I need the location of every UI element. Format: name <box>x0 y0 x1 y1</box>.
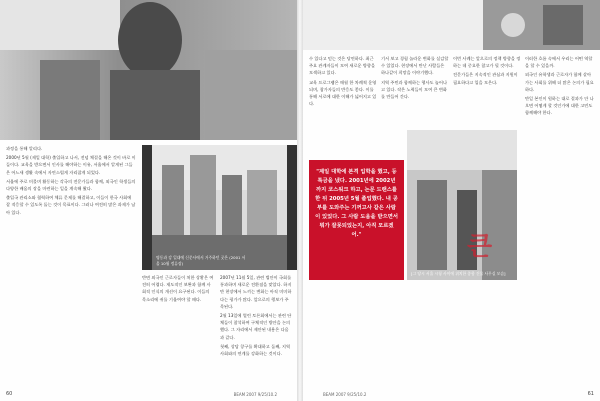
right-top-photo <box>303 0 600 50</box>
left-bottom-col2-para: 2007년 11월 5일, 관련 법안이 국회를 통과하며 새로운 전환점을 맞았다. 하지만 현장에서 느끼는 변화는 아직 미미하다는 평가가 많다. 앞으로의 행보가 주목된다. <box>220 275 292 309</box>
right-col2-para-1: 기서 보고 경험 놀라운 변화를 실감할 수 있었다. 현장에서 만난 사람들은 하나같이 희망을 이야기했다. <box>381 56 449 76</box>
right-col3-para-2: 전문가들은 지속적인 관심과 지원이 필요하다고 입을 모은다. <box>453 72 518 85</box>
right-col4-para-1: 이러한 흐름 속에서 우리는 어떤 역할을 할 수 있을까. <box>525 56 593 69</box>
right-column-3 <box>453 55 521 125</box>
city-photo-caption: 명동과 강 일대에 신문사에서 거주하던 곳은 (2001 서울 10월 정류장) <box>156 255 246 266</box>
street-photo-caption: [그 당시 서울 시청 사이에 위치한 종합 건물 사무실 모습] <box>411 270 506 276</box>
left-column-1 <box>6 145 136 345</box>
left-page <box>0 0 297 401</box>
right-col2-para-2: 지역 주민과 함께하는 행사도 늘어나고 있다. 작은 노력들이 모여 큰 변화를 만들어 간다. <box>381 79 448 100</box>
left-bottom-column-1 <box>142 274 214 384</box>
city-photo <box>142 145 297 270</box>
left-running-footer: BEAM 2007 9/25/10.2 <box>233 392 277 397</box>
right-running-footer: BEAM 2007 9/25/10.2 <box>323 392 367 397</box>
left-page-number: 60 <box>6 391 13 397</box>
right-column-1 <box>309 55 377 155</box>
top-photo <box>0 0 297 140</box>
left-bottom-col1-para: 반면 외국인 근로자들이 처한 상황은 여전히 어렵다. 제도적인 보완과 함께 사회적 인식의 개선이 요구된다. 이들의 목소리에 귀를 기울여야 할 때다. <box>142 275 214 302</box>
svg-text:큰: 큰 <box>467 232 493 262</box>
left-bottom-column-2 <box>220 274 292 384</box>
left-col1-para-4: 출입국 관리소와 협력하여 체류 문제를 해결하고, 이들이 한국 사회에 잘 적응할 수 있도록 돕는 것이 목표이다. 그러나 여전히 많은 과제가 남아 있다. <box>6 195 136 215</box>
left-col2-para-3: 2월 13일에 열린 토론회에서는 관련 단체들이 참석하여 구체적인 방안을 논의했다. 그 자리에서 제안된 내용은 다음과 같다. <box>220 313 292 340</box>
left-col2-para-4: 첫째, 상담 창구를 확대하고 둘째, 지역 사회와의 연계를 강화하는 것이다. <box>220 343 290 357</box>
right-col3-para-1: 이번 사례는 앞으로의 정책 방향을 정하는 데 중요한 참고가 될 것이다. <box>453 56 521 69</box>
right-col1-para-2: 교육 프로그램은 매월 한 차례씩 운영되며, 참가자들의 반응도 좋다. 이를 통해 서로에 대한 이해가 넓어지고 있다. <box>309 79 377 107</box>
left-col1-para-1: 과정을 통해 알리다. <box>6 146 43 151</box>
street-photo <box>407 130 517 280</box>
right-column-4 <box>525 55 595 385</box>
right-page <box>303 0 600 401</box>
right-col4-para-3: 만일 본인이 원하는 대로 결과가 안 나오면 어떻게 할 것인가에 대한 고민도 함께해야 한다. <box>525 96 594 116</box>
left-col1-para-2: 2000년 5월 (제일 대학) 출입하고 나서, 전념 체결을 해온 것이 바로 이들이다. 교육을 받으면서 인사를 해야하는 이유, 서울에서 알게된 그들은 어느새 생활 속에서 자연스럽게 자리잡게 되었다. <box>6 155 136 175</box>
left-col1-para-3: 서울에 주로 머물며 활동하는 각국의 전문가들과 함께, 외국인 학생들의 다양한 배움의 장을 마련하는 일을 계속해 왔다. <box>6 178 136 192</box>
quote-callout: "제일 대학에 본격 입학을 했고, 등록금을 냈다. 2001년에 2002년까지 코스워크 하고, 논문 드랜스를 한 뒤 2005년 5월 졸업했다. 내 공부를 도와주는 기꺼고사 같은 사람이 있었다. 그 사람 도움을 받으면서 뭐가 잘못되었는지, 아직 모르겠어." <box>309 160 404 280</box>
right-col4-para-2: 외국인 유학생과 근로자가 함께 살아가는 사회를 위해 더 많은 논의가 필요하다. <box>525 72 594 92</box>
right-col1-para-1: 수 있다고 믿는 것은 당연하다. 최근 주요 관계자들이 모여 새로운 방향을 모색하고 있다. <box>309 56 376 76</box>
right-page-number: 61 <box>587 391 594 397</box>
